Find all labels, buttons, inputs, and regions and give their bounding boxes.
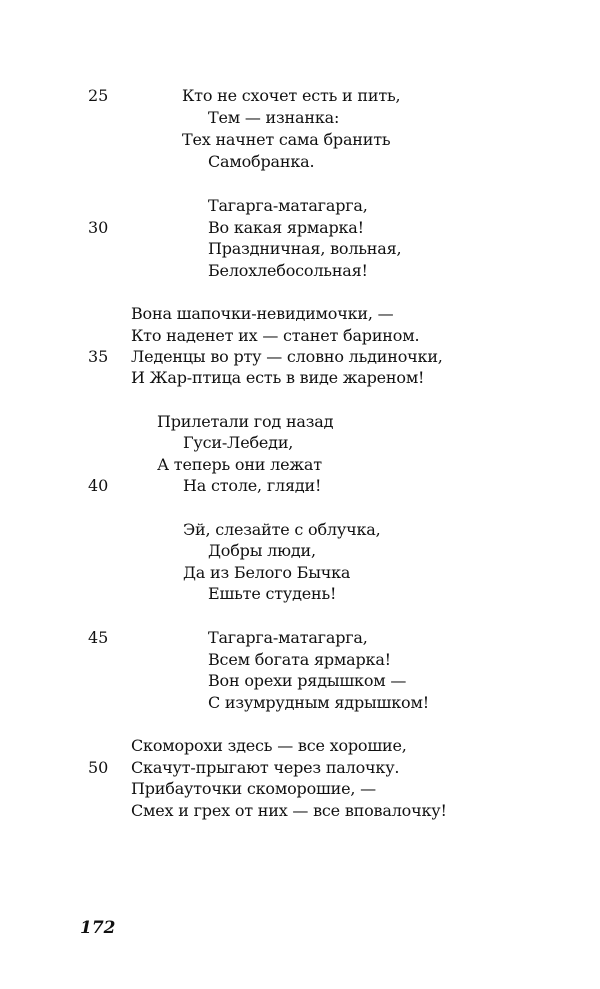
line-number: 25 <box>88 86 109 105</box>
poem-line: Смех и грех от них — все вповалочку! <box>131 801 447 820</box>
poem-line: Да из Белого Бычка <box>183 563 351 582</box>
poem-line: Во какая ярмарка! <box>208 218 364 237</box>
poem-line: Белохлебосольная! <box>208 261 368 280</box>
poem-line: Вона шапочки-невидимочки, — <box>131 304 394 323</box>
poem-line: Кто не схочет есть и пить, <box>182 86 401 105</box>
poem-line: Вон орехи рядышком — <box>208 671 407 690</box>
poem-line: А теперь они лежат <box>157 455 322 474</box>
poem-line: Прилетали год назад <box>157 412 334 431</box>
poem-line: Праздничная, вольная, <box>208 239 402 258</box>
poem-line: Скачут-прыгают через палочку. <box>131 758 400 777</box>
line-number: 30 <box>88 218 109 237</box>
poem-line: Леденцы во рту — словно льдиночки, <box>131 347 443 366</box>
page-number: 172 <box>80 918 116 938</box>
poem-line: Тагарга-матагарга, <box>208 196 368 215</box>
poem-line: Эй, слезайте с облучка, <box>183 520 381 539</box>
line-number: 35 <box>88 347 109 366</box>
poem-line: Прибауточки скоморошие, — <box>131 779 376 798</box>
line-number: 40 <box>88 476 109 495</box>
poem-line: Тем — изнанка: <box>208 108 340 127</box>
poem-line: С изумрудным ядрышком! <box>208 693 429 712</box>
poem-line: Кто наденет их — станет барином. <box>131 326 420 345</box>
poem-line: Самобранка. <box>208 152 315 171</box>
poem-line: И Жар-птица есть в виде жареном! <box>131 368 425 387</box>
poem-line: Добры люди, <box>208 541 316 560</box>
poem-line: Тех начнет сама бранить <box>182 130 391 149</box>
poem-line: Тагарга-матагарга, <box>208 628 368 647</box>
poem-line: Скоморохи здесь — все хорошие, <box>131 736 407 755</box>
poem-line: На столе, гляди! <box>183 476 322 495</box>
line-number: 45 <box>88 628 109 647</box>
poem-line: Всем богата ярмарка! <box>208 650 391 669</box>
poem-line: Ешьте студень! <box>208 584 337 603</box>
poem-line: Гуси-Лебеди, <box>183 433 294 452</box>
line-number: 50 <box>88 758 109 777</box>
